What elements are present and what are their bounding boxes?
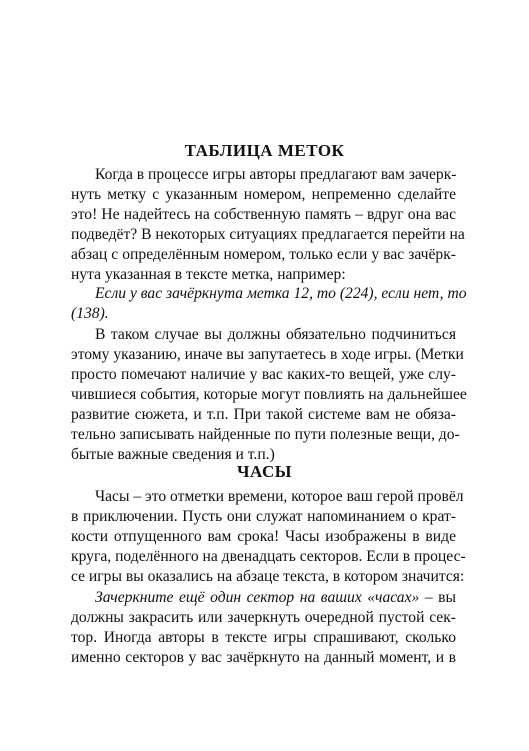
paragraph-line: должны закрасить или зачеркнуть очередной пустой сек- (71, 609, 456, 626)
paragraph-line: нуть метку с указанным номером, непременно сделайте (71, 186, 456, 203)
paragraph-line: этому указанию, иначе вы запутаетесь в ходе игры. (Метки (71, 346, 464, 363)
italic-instruction: Зачеркните ещё один сектор на ваших «часах» (95, 589, 420, 606)
paragraph-line: в приключении. Пусть они служат напоминанием о крат- (71, 508, 456, 525)
paragraph-line (95, 588, 456, 608)
paragraph-line: бытые важные сведения и т.п.) (71, 446, 275, 463)
paragraph-line: тельно записывать найденные по пути полезные вещи, до- (71, 426, 460, 443)
paragraph-line: это! Не надейтесь на собственную память – вдруг она вас (71, 206, 456, 223)
paragraph-line: тор. Иногда авторы в тексте игры спрашивают, сколько (71, 629, 456, 646)
paragraph-line: абзац с определённым номером, только если у вас зачёрк- (71, 246, 456, 263)
paragraph-line: се игры вы оказались на абзаце текста, в котором значится: (71, 568, 465, 585)
paragraph-line: В таком случае вы должны обязательно подчиниться (95, 326, 456, 343)
example-line: (138). (71, 305, 109, 322)
example-line: Если у вас зачёркнута метка 12, то (224), если нет, то (95, 285, 467, 302)
paragraph-line: Когда в процессе игры авторы предлагают вам зачерк- (95, 166, 457, 183)
paragraph-text: – вы (419, 589, 456, 606)
section-title-tags: ТАБЛИЦА МЕТОК (184, 141, 345, 160)
paragraph-line: именно секторов у вас зачёркнуто на данный момент, и в (71, 649, 456, 666)
section-title-clock: ЧАСЫ (237, 462, 292, 481)
paragraph-line: чившиеся события, которые могут повлиять на дальнейшее (71, 386, 467, 403)
paragraph-line: нута указанная в тексте метка, например: (71, 266, 346, 283)
paragraph-line: просто помечают наличие у вас каких-то вещей, уже слу- (71, 366, 456, 383)
paragraph-line: развитие сюжета, и т.п. При такой системе вам не обяза- (71, 406, 456, 423)
paragraph-line: кости отпущенного вам срока! Часы изображены в виде (71, 528, 456, 545)
paragraph-line: подведёт? В некоторых ситуациях предлагается перейти на (71, 226, 465, 243)
paragraph-line: круга, поделённого на двенадцать секторов. Если в процес- (71, 548, 466, 565)
paragraph-line: Часы – это отметки времени, которое ваш герой провёл (95, 488, 464, 505)
